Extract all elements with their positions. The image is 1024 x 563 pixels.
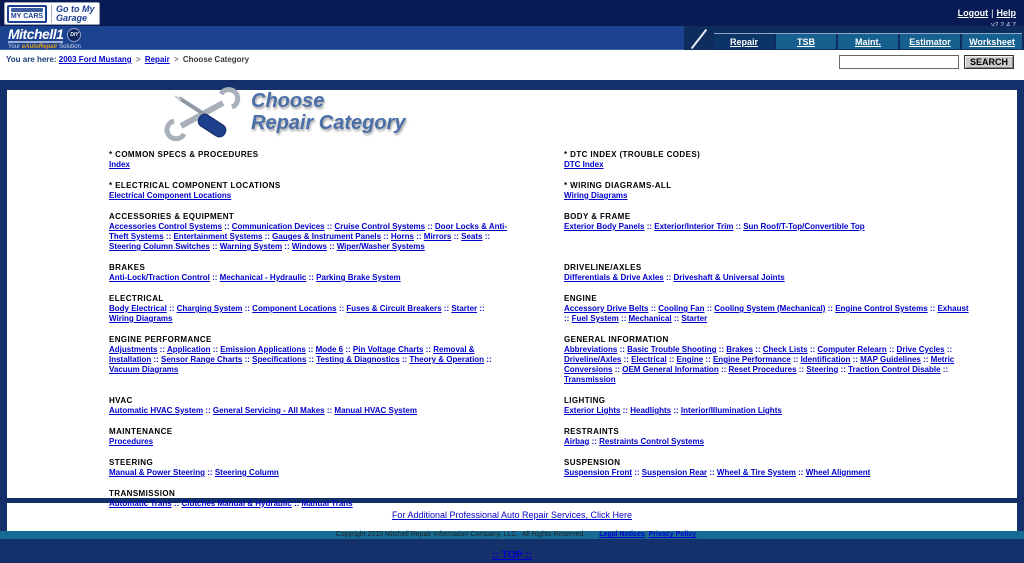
category-link[interactable]: Exhaust xyxy=(937,304,969,313)
link-separator: :: xyxy=(343,345,353,354)
link-separator: :: xyxy=(703,355,713,364)
category-heading: ENGINE PERFORMANCE xyxy=(109,335,212,344)
link-separator: :: xyxy=(291,499,302,508)
category-links xyxy=(109,345,509,375)
link-separator: :: xyxy=(920,355,931,364)
category-link[interactable]: Application xyxy=(166,345,211,354)
category-heading: MAINTENANCE xyxy=(109,427,173,436)
category-link[interactable]: Starter xyxy=(681,314,708,323)
category-link[interactable]: Brakes xyxy=(726,345,753,354)
category-link[interactable]: Sensor Range Charts xyxy=(161,355,243,364)
category-row xyxy=(109,396,969,427)
category-heading: DRIVELINE/AXLES xyxy=(564,263,642,272)
category-link[interactable]: Exterior Lights xyxy=(564,406,621,415)
category-link[interactable]: Clutches Manual & Hydraulic xyxy=(181,499,292,508)
category-link[interactable]: Differentials & Drive Axles xyxy=(564,273,664,282)
category-links xyxy=(109,160,509,170)
category-links xyxy=(564,345,969,385)
page-title-block xyxy=(167,90,1017,138)
category-link[interactable]: Exterior/Interior Trim xyxy=(654,222,734,231)
category-heading: TRANSMISSION xyxy=(109,489,176,498)
page-title-line2: Repair Category xyxy=(251,112,406,134)
category-link[interactable]: General Servicing - All Makes xyxy=(212,406,325,415)
category-links xyxy=(564,222,969,232)
category-link[interactable]: Steering xyxy=(806,365,839,374)
category-cell xyxy=(564,150,969,181)
category-link[interactable]: Cooling System (Mechanical) xyxy=(714,304,826,313)
category-link[interactable]: Vacuum Diagrams xyxy=(109,365,179,374)
logout-link[interactable]: Logout xyxy=(957,8,989,18)
link-separator: :: xyxy=(151,355,162,364)
category-heading: * COMMON SPECS & PROCEDURES xyxy=(109,150,259,159)
category-link[interactable]: Horns xyxy=(390,232,414,241)
category-row xyxy=(109,294,969,335)
category-link[interactable]: Emission Applications xyxy=(220,345,306,354)
category-link[interactable]: DTC Index xyxy=(564,160,604,169)
link-separator: :: xyxy=(733,222,744,231)
legal-divider: | xyxy=(645,531,648,538)
category-link[interactable]: Wiper/Washer Systems xyxy=(336,242,425,251)
category-link[interactable]: Automatic Trans xyxy=(109,499,172,508)
category-link[interactable]: Fuses & Circuit Breakers xyxy=(346,304,442,313)
category-links xyxy=(109,222,509,252)
category-cell xyxy=(564,294,969,335)
category-row xyxy=(109,427,969,458)
link-separator: :: xyxy=(381,232,391,241)
category-heading: LIGHTING xyxy=(564,396,606,405)
category-cell xyxy=(564,212,969,263)
breadcrumb-prefix: You are here: xyxy=(6,55,57,64)
category-link[interactable]: Accessory Drive Belts xyxy=(564,304,649,313)
search-input[interactable] xyxy=(839,55,959,69)
garage-label xyxy=(51,5,95,23)
link-separator: :: xyxy=(632,468,642,477)
link-separator: :: xyxy=(796,365,807,374)
page-title xyxy=(251,90,406,134)
category-link[interactable]: Manual HVAC System xyxy=(334,406,417,415)
category-link[interactable]: Transmission xyxy=(564,375,616,384)
category-cell xyxy=(564,263,969,294)
link-separator: :: xyxy=(425,222,435,231)
link-separator: :: xyxy=(324,406,335,415)
link-separator: :: xyxy=(927,304,938,313)
category-links xyxy=(564,406,969,416)
category-link[interactable]: Mode 6 xyxy=(315,345,344,354)
category-link[interactable]: Restraints Control Systems xyxy=(599,437,705,446)
link-separator: :: xyxy=(648,304,659,313)
category-link[interactable]: Drive Cycles xyxy=(896,345,945,354)
link-separator: :: xyxy=(171,499,182,508)
category-link[interactable]: Check Lists xyxy=(762,345,808,354)
link-separator: :: xyxy=(807,345,818,354)
category-link[interactable]: Engine Performance xyxy=(712,355,791,364)
category-table xyxy=(109,150,969,520)
category-link[interactable]: Airbag xyxy=(564,437,590,446)
category-cell xyxy=(564,427,969,458)
category-link[interactable]: Mechanical xyxy=(628,314,672,323)
session-area xyxy=(958,0,1024,29)
category-heading: GENERAL INFORMATION xyxy=(564,335,669,344)
category-link[interactable]: Procedures xyxy=(109,437,154,446)
page-title-line1: Choose xyxy=(251,90,325,112)
link-separator: :: xyxy=(441,304,452,313)
link-separator: :: xyxy=(838,365,849,374)
diy-badge: DIY xyxy=(67,28,81,42)
category-heading: ELECTRICAL xyxy=(109,294,164,303)
category-links xyxy=(564,304,969,324)
category-link[interactable]: Starter xyxy=(451,304,478,313)
link-separator: :: xyxy=(477,304,485,313)
link-separator: :: xyxy=(336,304,347,313)
link-separator: :: xyxy=(671,406,681,415)
link-separator: :: xyxy=(324,222,335,231)
category-link[interactable]: Manual Trans xyxy=(301,499,353,508)
category-link[interactable]: Pin Voltage Charts xyxy=(352,345,424,354)
link-separator: :: xyxy=(451,232,462,241)
category-link[interactable]: Interior/Illumination Lights xyxy=(680,406,782,415)
link-separator: :: xyxy=(306,355,317,364)
category-link[interactable]: Electrical Component Locations xyxy=(109,191,232,200)
category-link[interactable]: Automatic HVAC System xyxy=(109,406,204,415)
category-link[interactable]: Manual & Power Steering xyxy=(109,468,206,477)
logo-wordmark: Mitchell1 xyxy=(8,26,64,42)
link-separator: :: xyxy=(484,355,492,364)
category-link[interactable]: Headlights xyxy=(630,406,672,415)
category-link[interactable]: Accessories Control Systems xyxy=(109,222,222,231)
link-separator: :: xyxy=(707,468,717,477)
category-heading: BODY & FRAME xyxy=(564,212,631,221)
main-panel xyxy=(7,90,1017,508)
session-links xyxy=(958,3,1016,21)
category-cell xyxy=(109,263,564,294)
category-link[interactable]: Specifications xyxy=(252,355,307,364)
category-cell xyxy=(109,294,564,335)
category-heading: * DTC INDEX (TROUBLE CODES) xyxy=(564,150,701,159)
category-link[interactable]: Mirrors xyxy=(423,232,452,241)
link-separator: :: xyxy=(423,345,434,354)
link-separator: :: xyxy=(612,365,623,374)
category-links xyxy=(109,406,509,416)
category-link[interactable]: Driveshaft & Universal Joints xyxy=(673,273,785,282)
link-separator: :: xyxy=(617,345,628,354)
category-links xyxy=(564,273,969,283)
link-separator: :: xyxy=(644,222,655,231)
top-link[interactable]: :: TOP :: xyxy=(492,550,532,561)
category-link[interactable]: Body Electrical xyxy=(109,304,167,313)
category-row xyxy=(109,181,969,212)
link-separator: :: xyxy=(163,232,174,241)
category-row xyxy=(109,263,969,294)
category-cell xyxy=(109,427,564,458)
category-cell xyxy=(564,396,969,427)
category-link[interactable]: Identification xyxy=(800,355,851,364)
category-links xyxy=(564,191,969,201)
tab-worksheet[interactable]: Worksheet xyxy=(960,34,1022,49)
breadcrumb-repair-link[interactable]: Repair xyxy=(144,55,170,64)
category-link[interactable]: Adjustments xyxy=(109,345,158,354)
link-separator: :: xyxy=(752,345,763,354)
category-link[interactable]: Basic Trouble Shooting xyxy=(627,345,717,354)
category-heading: BRAKES xyxy=(109,263,146,272)
category-links xyxy=(109,468,509,478)
category-link[interactable]: Sun Roof/T-Top/Convertible Top xyxy=(743,222,865,231)
category-link[interactable]: Anti-Lock/Traction Control xyxy=(109,273,210,282)
category-link[interactable]: Index xyxy=(109,160,130,169)
category-link[interactable]: Wheel & Tire System xyxy=(716,468,796,477)
breadcrumb-separator: > xyxy=(173,55,179,64)
link-separator: :: xyxy=(589,437,600,446)
category-link[interactable]: Steering Column xyxy=(214,468,279,477)
category-links xyxy=(109,191,509,201)
category-link[interactable]: Removal & Installation xyxy=(109,345,475,364)
link-separator: :: xyxy=(399,355,410,364)
category-link[interactable]: Driveline/Axles xyxy=(564,355,622,364)
link-separator: :: xyxy=(305,345,316,354)
category-link[interactable]: Cruise Control Systems xyxy=(334,222,426,231)
link-separator: :: xyxy=(166,304,177,313)
link-separator: :: xyxy=(850,355,861,364)
mitchell1-logo xyxy=(8,27,81,50)
copyright-text: Copyright 2015 Mitchell Repair Information Company, LLC. All Rights Reserved. xyxy=(335,531,586,538)
tab-repair[interactable]: Repair xyxy=(714,34,774,49)
category-heading: * ELECTRICAL COMPONENT LOCATIONS xyxy=(109,181,281,190)
category-link[interactable]: Wheel Alignment xyxy=(805,468,871,477)
category-row xyxy=(109,150,969,181)
link-separator: :: xyxy=(618,314,629,323)
link-separator: :: xyxy=(242,355,253,364)
link-separator: :: xyxy=(564,314,572,323)
category-link[interactable]: Suspension Rear xyxy=(641,468,708,477)
category-link[interactable]: Abbreviations xyxy=(564,345,618,354)
category-link[interactable]: MAP Guidelines xyxy=(860,355,921,364)
category-row xyxy=(109,212,969,263)
category-cell xyxy=(109,150,564,181)
link-separator: :: xyxy=(210,345,221,354)
category-cell xyxy=(109,458,564,489)
category-link[interactable]: Testing & Diagnostics xyxy=(316,355,400,364)
top-bar xyxy=(0,0,1024,26)
category-links xyxy=(109,304,509,324)
repair-tools-icon xyxy=(167,90,239,138)
category-cell xyxy=(564,181,969,212)
category-cell xyxy=(109,212,564,263)
category-link[interactable]: Parking Brake System xyxy=(316,273,401,282)
promo-link[interactable]: For Additional Professional Auto Repair Services, Click Here xyxy=(391,510,633,520)
link-separator: :: xyxy=(326,242,337,251)
link-separator: :: xyxy=(221,222,232,231)
link-separator: :: xyxy=(262,232,273,241)
category-cell xyxy=(109,335,564,396)
category-link[interactable]: Exterior Body Panels xyxy=(564,222,645,231)
link-separator: :: xyxy=(621,355,632,364)
category-heading: SUSPENSION xyxy=(564,458,621,467)
category-cell xyxy=(564,458,969,489)
category-link[interactable]: Door Locks & Anti-Theft Systems xyxy=(109,222,508,241)
category-link[interactable]: Traction Control Disable xyxy=(848,365,941,374)
category-heading: STEERING xyxy=(109,458,154,467)
link-separator: :: xyxy=(157,345,167,354)
garage-label-line1: Go to My xyxy=(56,3,95,14)
link-separator: :: xyxy=(209,273,220,282)
category-row xyxy=(109,458,969,489)
garage-label-line2: Garage xyxy=(56,12,88,23)
category-row xyxy=(109,335,969,396)
category-link[interactable]: Reset Procedures xyxy=(728,365,797,374)
category-heading: HVAC xyxy=(109,396,133,405)
link-separator: :: xyxy=(663,273,674,282)
privacy-policy-link[interactable]: Privacy Policy xyxy=(648,531,697,538)
category-cell xyxy=(109,396,564,427)
tab-maint[interactable]: Maint. xyxy=(836,34,898,49)
link-separator: :: xyxy=(666,355,677,364)
category-link[interactable]: Metric Conversions xyxy=(564,355,955,374)
category-link[interactable]: Steering Column Switches xyxy=(109,242,210,251)
search-box xyxy=(837,53,1016,71)
link-separator: :: xyxy=(825,304,836,313)
category-link[interactable]: Component Locations xyxy=(252,304,337,313)
search-button[interactable]: SEARCH xyxy=(964,55,1014,69)
category-links xyxy=(109,273,509,283)
category-link[interactable]: Engine xyxy=(676,355,704,364)
link-separator: :: xyxy=(620,406,631,415)
category-link[interactable]: Charging System xyxy=(176,304,243,313)
category-link[interactable]: Gauges & Instrument Panels xyxy=(272,232,382,241)
category-link[interactable]: Fuel System xyxy=(571,314,619,323)
link-separator: :: xyxy=(671,314,682,323)
link-separator: :: xyxy=(209,242,220,251)
category-link[interactable]: Warning System xyxy=(219,242,283,251)
go-to-my-garage-button[interactable] xyxy=(4,2,100,25)
my-cars-plate-icon xyxy=(7,5,47,23)
tab-estimator[interactable]: Estimator xyxy=(898,34,960,49)
link-separator: :: xyxy=(704,304,715,313)
link-separator: :: xyxy=(205,468,215,477)
category-cell xyxy=(564,335,969,396)
breadcrumb-current: Choose Category xyxy=(182,55,250,64)
category-link[interactable]: Suspension Front xyxy=(564,468,632,477)
category-link[interactable]: Theory & Operation xyxy=(409,355,485,364)
tagline-post: Solution xyxy=(59,44,81,50)
link-separator: :: xyxy=(306,273,317,282)
category-link[interactable]: Cooling Fan xyxy=(658,304,705,313)
category-link[interactable]: Wiring Diagrams xyxy=(564,191,628,200)
category-heading: * WIRING DIAGRAMS-ALL xyxy=(564,181,672,190)
tagline-brand: eAutoRepair xyxy=(21,44,58,50)
link-separator: :: xyxy=(282,242,292,251)
header-bar xyxy=(0,26,1024,50)
category-heading: ENGINE xyxy=(564,294,598,303)
category-link[interactable]: Wiring Diagrams xyxy=(109,314,173,323)
link-separator: :: xyxy=(718,365,729,374)
nav-tab-zone xyxy=(684,26,1024,50)
category-link[interactable]: Seats xyxy=(461,232,483,241)
plate-decoration xyxy=(11,8,43,12)
link-separator: :: xyxy=(886,345,897,354)
category-link[interactable]: Mechanical - Hydraulic xyxy=(219,273,307,282)
breadcrumb-row xyxy=(0,50,1024,82)
category-link[interactable]: Communication Devices xyxy=(231,222,325,231)
tab-tsb[interactable]: TSB xyxy=(774,34,836,49)
category-link[interactable]: OEM General Information xyxy=(622,365,719,374)
link-separator: :: xyxy=(795,468,806,477)
category-links xyxy=(564,468,969,478)
category-link[interactable]: Electrical xyxy=(631,355,667,364)
category-link[interactable]: Entertainment Systems xyxy=(173,232,263,241)
link-separator: :: xyxy=(716,345,727,354)
category-link[interactable]: Computer Relearn xyxy=(817,345,887,354)
nav-tabs xyxy=(714,33,1022,49)
link-separator: :: xyxy=(414,232,424,241)
link-separator: :: xyxy=(790,355,801,364)
link-separator: :: xyxy=(242,304,253,313)
category-link[interactable]: Windows xyxy=(291,242,327,251)
category-links xyxy=(564,160,969,170)
link-separator: :: xyxy=(203,406,213,415)
category-link[interactable]: Engine Control Systems xyxy=(835,304,928,313)
link-separator: :: xyxy=(482,232,491,241)
my-cars-label: MY CARS xyxy=(10,12,44,20)
help-link[interactable]: Help xyxy=(996,8,1016,18)
category-cell xyxy=(109,181,564,212)
category-heading: RESTRAINTS xyxy=(564,427,620,436)
category-links xyxy=(564,437,969,447)
breadcrumb-vehicle-link[interactable]: 2003 Ford Mustang xyxy=(58,55,132,64)
diagonal-decoration xyxy=(691,29,707,49)
link-divider: | xyxy=(991,8,994,18)
link-separator: :: xyxy=(944,345,953,354)
category-heading: ACCESSORIES & EQUIPMENT xyxy=(109,212,235,221)
link-separator: :: xyxy=(940,365,949,374)
category-links xyxy=(109,437,509,447)
tagline-pre: Your xyxy=(8,44,21,50)
legal-notices-link[interactable]: Legal Notices xyxy=(599,531,645,538)
breadcrumb-separator: > xyxy=(135,55,141,64)
